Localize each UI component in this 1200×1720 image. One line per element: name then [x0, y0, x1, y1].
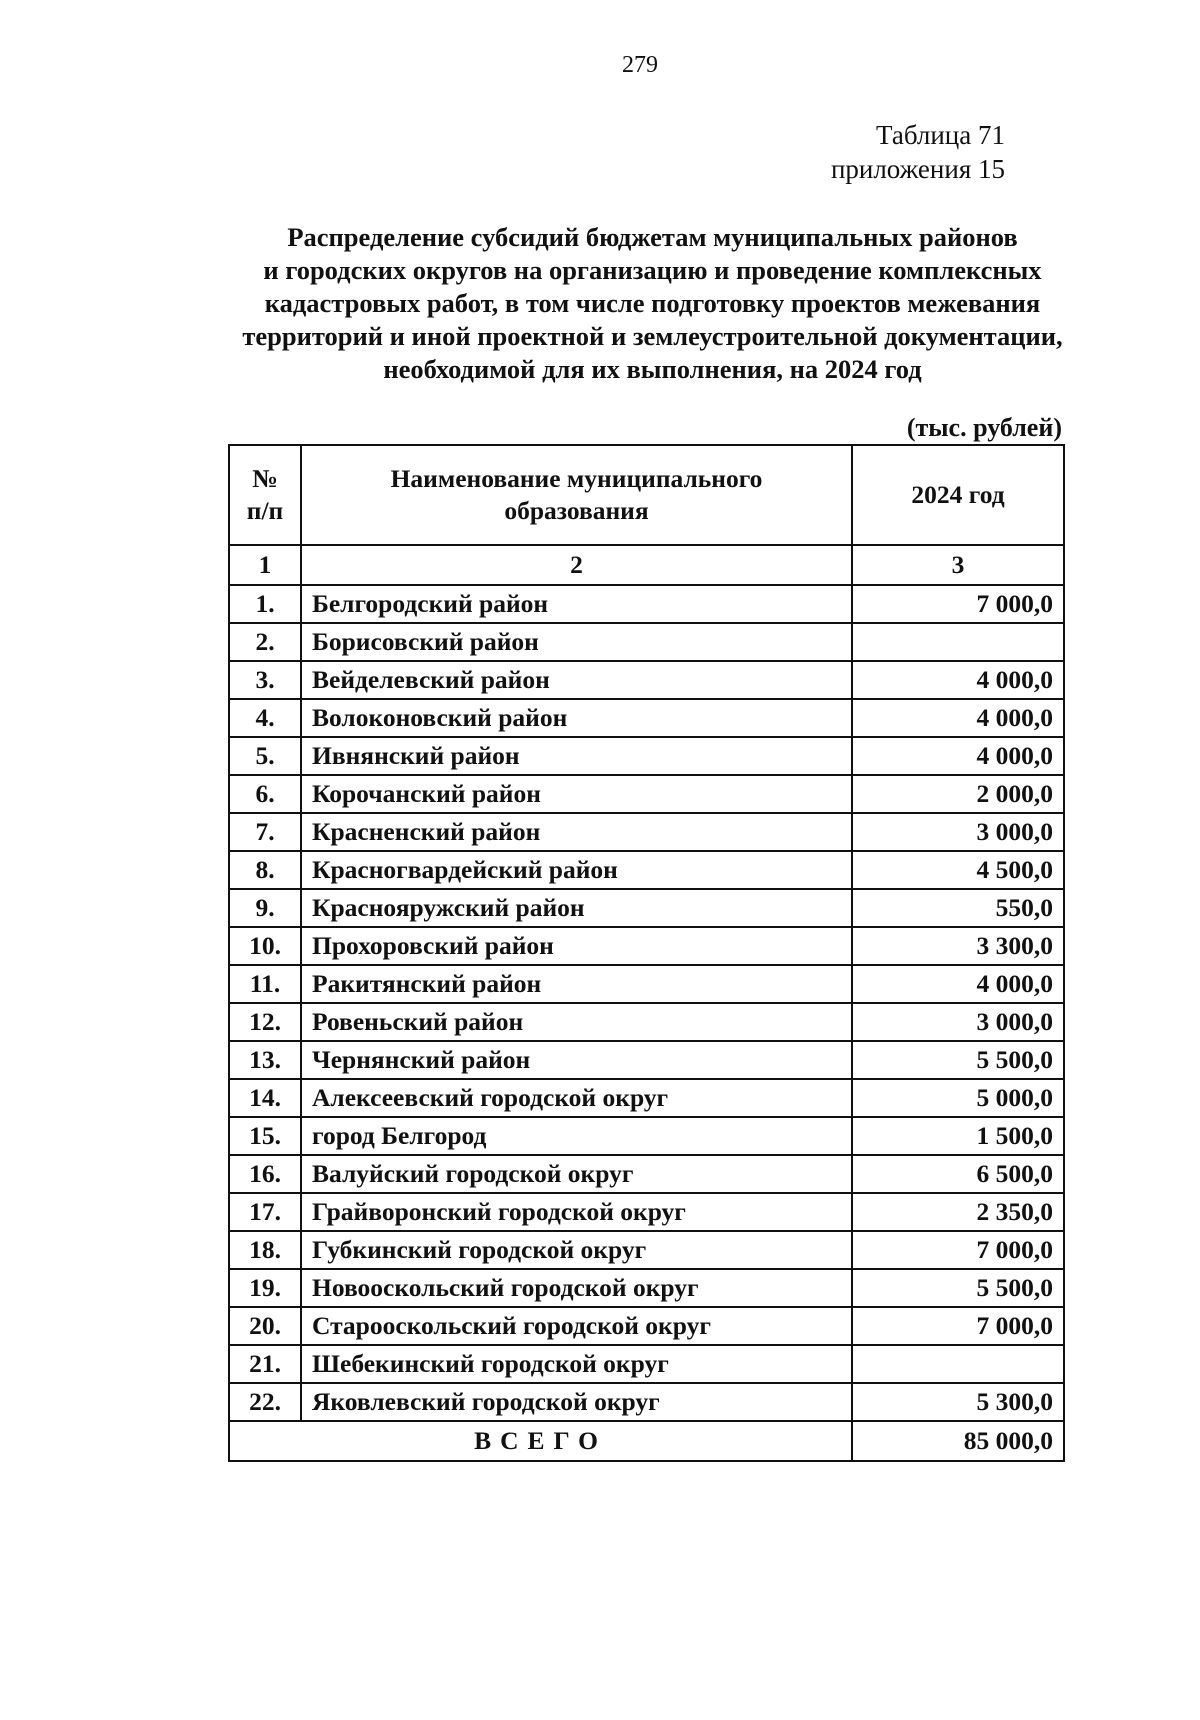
document-title [190, 221, 1115, 386]
row-number: 19. [229, 1269, 301, 1307]
row-value: 4 000,0 [852, 737, 1064, 775]
table-row [229, 965, 1064, 1003]
column-index: 2 [301, 545, 852, 585]
row-value: 2 000,0 [852, 775, 1064, 813]
row-name: Шебекинский городской округ [301, 1345, 852, 1383]
table-row [229, 1345, 1064, 1383]
table-row [229, 813, 1064, 851]
title-line: Распределение субсидий бюджетам муниципальных районов [287, 222, 1018, 252]
row-value: 7 000,0 [852, 1231, 1064, 1269]
table-label-line2: приложения 15 [830, 154, 1005, 184]
row-number: 14. [229, 1079, 301, 1117]
title-line: кадастровых работ, в том числе подготовку проектов межевания [264, 288, 1041, 318]
table-row [229, 1079, 1064, 1117]
table-row [229, 661, 1064, 699]
title-line: и городских округов на организацию и проведение комплексных [263, 255, 1042, 285]
row-value: 2 350,0 [852, 1193, 1064, 1231]
row-number: 13. [229, 1041, 301, 1079]
table-row [229, 1193, 1064, 1231]
row-number: 18. [229, 1231, 301, 1269]
row-name: Вейделевский район [301, 661, 852, 699]
table-label [831, 118, 1005, 186]
table-row [229, 1155, 1064, 1193]
row-name: Борисовский район [301, 623, 852, 661]
table-row [229, 1307, 1064, 1345]
table-row [229, 1383, 1064, 1421]
row-name: Губкинский городской округ [301, 1231, 852, 1269]
row-value: 4 000,0 [852, 965, 1064, 1003]
row-value [852, 623, 1064, 661]
row-name: Ивнянский район [301, 737, 852, 775]
row-name: Белгородский район [301, 585, 852, 623]
title-line: территорий и иной проектной и землеустроительной документации, [242, 321, 1063, 351]
table-row [229, 623, 1064, 661]
row-number: 2. [229, 623, 301, 661]
row-value: 7 000,0 [852, 585, 1064, 623]
row-name: Чернянский район [301, 1041, 852, 1079]
row-value: 7 000,0 [852, 1307, 1064, 1345]
table-row [229, 1041, 1064, 1079]
units-label: (тыс. рублей) [906, 413, 1062, 442]
row-value: 3 000,0 [852, 1003, 1064, 1041]
table-row [229, 889, 1064, 927]
row-name: Волоконовский район [301, 699, 852, 737]
row-name: Прохоровский район [301, 927, 852, 965]
table-row [229, 927, 1064, 965]
subsidy-table [228, 444, 1065, 1462]
table-row [229, 585, 1064, 623]
row-name: Ракитянский район [301, 965, 852, 1003]
row-name: город Белгород [301, 1117, 852, 1155]
row-value: 4 500,0 [852, 851, 1064, 889]
row-number: 20. [229, 1307, 301, 1345]
row-value: 3 300,0 [852, 927, 1064, 965]
header-name-line1: Наименование муниципального [390, 464, 763, 493]
row-name: Яковлевский городской округ [301, 1383, 852, 1421]
row-number: 1. [229, 585, 301, 623]
column-index: 3 [852, 545, 1064, 585]
table-row [229, 737, 1064, 775]
row-number: 21. [229, 1345, 301, 1383]
row-name: Валуйский городской округ [301, 1155, 852, 1193]
column-index-row [229, 545, 1064, 585]
row-value: 6 500,0 [852, 1155, 1064, 1193]
row-value: 5 000,0 [852, 1079, 1064, 1117]
table-row [229, 1231, 1064, 1269]
row-number: 9. [229, 889, 301, 927]
row-value: 4 000,0 [852, 661, 1064, 699]
row-name: Алексеевский городской округ [301, 1079, 852, 1117]
table-label-line1: Таблица 71 [876, 120, 1005, 150]
row-name: Грайворонский городской округ [301, 1193, 852, 1231]
row-number: 16. [229, 1155, 301, 1193]
header-name-line2: образования [504, 496, 649, 525]
row-value: 1 500,0 [852, 1117, 1064, 1155]
total-label: ВСЕГО [229, 1421, 852, 1461]
table-row [229, 851, 1064, 889]
total-value: 85 000,0 [852, 1421, 1064, 1461]
row-value: 5 500,0 [852, 1041, 1064, 1079]
row-value: 5 300,0 [852, 1383, 1064, 1421]
row-name: Ровеньский район [301, 1003, 852, 1041]
table-row [229, 1003, 1064, 1041]
row-number: 10. [229, 927, 301, 965]
table-row [229, 1269, 1064, 1307]
row-name: Старооскольский городской округ [301, 1307, 852, 1345]
row-number: 5. [229, 737, 301, 775]
row-name: Краснояружский район [301, 889, 852, 927]
row-value: 550,0 [852, 889, 1064, 927]
row-value [852, 1345, 1064, 1383]
row-name: Корочанский район [301, 775, 852, 813]
header-name [301, 445, 852, 545]
row-value: 5 500,0 [852, 1269, 1064, 1307]
title-line: необходимой для их выполнения, на 2024 год [383, 354, 922, 384]
header-number [229, 445, 301, 545]
row-number: 22. [229, 1383, 301, 1421]
table-row [229, 699, 1064, 737]
row-number: 3. [229, 661, 301, 699]
row-number: 15. [229, 1117, 301, 1155]
row-number: 17. [229, 1193, 301, 1231]
row-number: 12. [229, 1003, 301, 1041]
table-row [229, 1117, 1064, 1155]
page-number: 279 [622, 52, 658, 78]
row-value: 4 000,0 [852, 699, 1064, 737]
total-row [229, 1421, 1064, 1461]
row-number: 11. [229, 965, 301, 1003]
row-number: 7. [229, 813, 301, 851]
header-row [229, 445, 1064, 545]
row-name: Красненский район [301, 813, 852, 851]
row-number: 6. [229, 775, 301, 813]
column-index: 1 [229, 545, 301, 585]
row-name: Новооскольский городской округ [301, 1269, 852, 1307]
header-number-line2: п/п [246, 496, 284, 525]
row-number: 4. [229, 699, 301, 737]
row-number: 8. [229, 851, 301, 889]
table-row [229, 775, 1064, 813]
row-value: 3 000,0 [852, 813, 1064, 851]
header-year: 2024 год [852, 445, 1064, 545]
header-number-line1: № [252, 464, 278, 493]
row-name: Красногвардейский район [301, 851, 852, 889]
